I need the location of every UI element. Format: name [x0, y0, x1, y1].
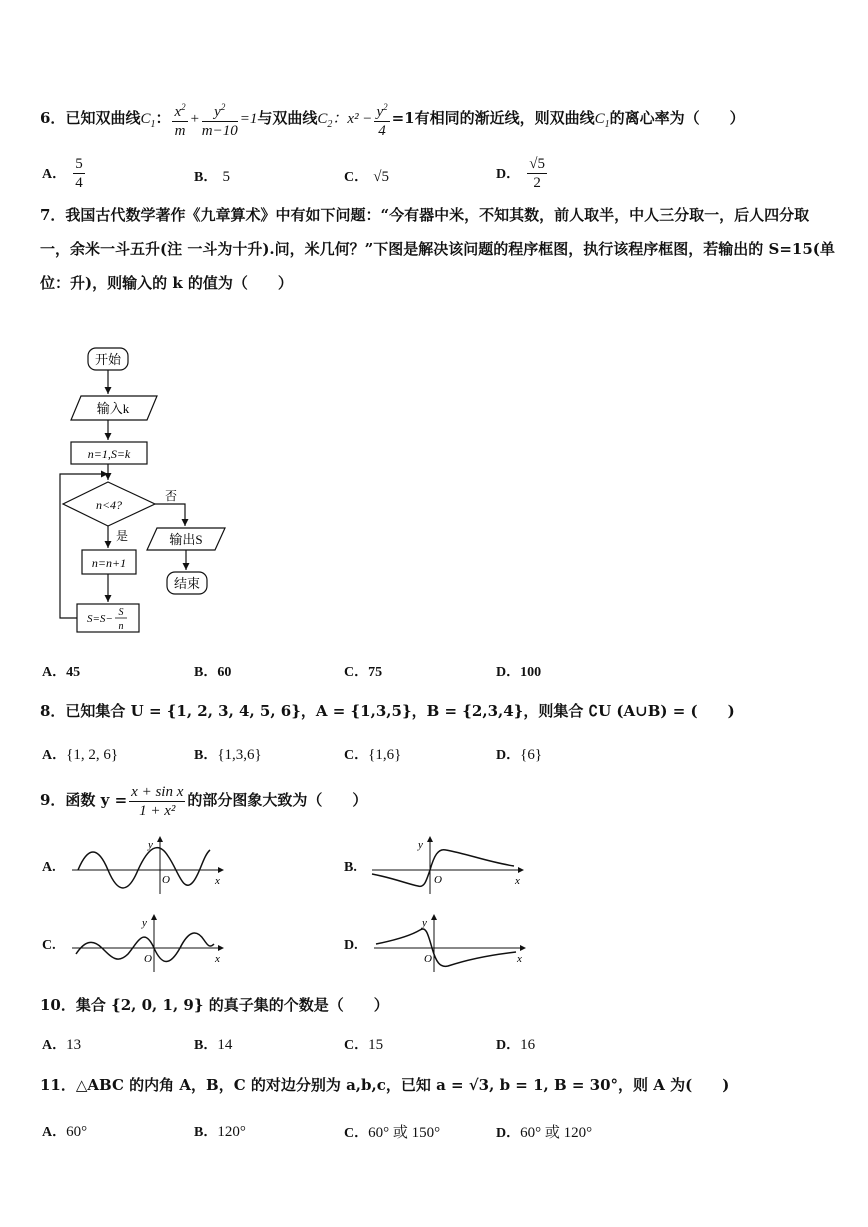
q7-option-a[interactable]: [42, 661, 80, 681]
q7-option-b-value: 60: [217, 665, 232, 680]
q9-option-a-letter: A.: [42, 860, 56, 875]
flow-no-label: 否: [165, 489, 178, 503]
q8-option-d-letter: D．: [496, 748, 521, 763]
flow-update-left: S=S−: [87, 613, 113, 625]
q6-c2-expr: ：x² −: [332, 111, 373, 127]
q7-option-b-letter: B．: [194, 665, 218, 680]
q6-frac-y4: $\frac{y^2}{4}$: [374, 98, 389, 140]
q9-graph-a-y: y: [148, 839, 153, 851]
q6-mid2: =1有相同的渐近线，则双曲线: [391, 109, 595, 127]
q6-option-b-letter: B．: [194, 170, 218, 185]
q8-option-d[interactable]: [496, 744, 542, 764]
q9-prefix: 9．函数 y =: [40, 791, 128, 809]
q9-graph-b-o: O: [434, 874, 442, 886]
q10-option-c-value: 15: [368, 1037, 384, 1053]
q6-option-c-letter: C．: [344, 170, 369, 185]
q6-frac-y4-num: y: [376, 104, 384, 120]
q11-option-b-value: 120°: [217, 1124, 246, 1140]
q9-graph-c: [68, 914, 228, 974]
q10-option-a-letter: A．: [42, 1038, 67, 1053]
q6-option-d-letter: D．: [496, 167, 521, 182]
q8-option-d-value: {6}: [520, 747, 543, 763]
q11-option-a[interactable]: [42, 1121, 87, 1141]
q8-option-a-letter: A．: [42, 748, 67, 763]
q9-option-b-letter: B.: [344, 860, 357, 875]
q6-number: 6．: [40, 109, 66, 127]
q6-stem: [40, 98, 745, 145]
q6-prefix: 已知双曲线: [65, 109, 141, 127]
q9-graph-d-x: x: [517, 953, 522, 965]
flow-decision-label: n<4?: [95, 498, 123, 512]
q8-option-c[interactable]: [344, 744, 401, 764]
q11-option-b-letter: B．: [194, 1125, 218, 1140]
q6-frac-y-den: m−10: [201, 123, 238, 139]
q8-option-b-value: {1,3,6}: [217, 747, 262, 763]
q11-option-d-value: 60° 或 120°: [520, 1125, 593, 1141]
q7-line1: 7．我国古代数学著作《九章算术》中有如下问题：“今有器中米，不知其数，前人取半，中人三分取一，后人四分取: [40, 206, 810, 224]
flow-start-label: 开始: [94, 352, 122, 367]
flow-input-label: 输入k: [96, 401, 130, 416]
q6-option-d[interactable]: [496, 155, 549, 192]
q10-option-b-letter: B．: [194, 1038, 218, 1053]
q6-frac-y: $\frac{y^2}{m-10}$: [202, 98, 238, 140]
q6-c1-sub: 1: [150, 119, 156, 130]
q9-frac-num: x + sin x: [131, 783, 184, 800]
flow-update-num: S: [118, 607, 124, 618]
q11-option-b[interactable]: [194, 1121, 246, 1141]
q9-graph-b-y: y: [418, 839, 423, 851]
q6-colon: ：: [155, 109, 171, 127]
q10-option-d[interactable]: [496, 1034, 535, 1054]
q6-option-b-value: 5: [222, 169, 230, 185]
q10-option-a[interactable]: [42, 1034, 81, 1054]
q9-graph-c-y: y: [142, 917, 147, 929]
q8-option-c-value: {1,6}: [368, 747, 402, 763]
q10-option-c-letter: C．: [344, 1038, 369, 1053]
q9-frac: [129, 783, 185, 820]
q6-mid: 与双曲线: [257, 109, 318, 127]
q8-option-c-letter: C．: [344, 748, 369, 763]
q9-graph-a-o: O: [162, 874, 170, 886]
flow-update-den: n: [118, 621, 124, 632]
q8-option-b-letter: B．: [194, 748, 218, 763]
q9-graph-b-x: x: [515, 875, 520, 887]
q7-option-c[interactable]: [344, 661, 382, 681]
q9-suffix: 的部分图象大致为（ ）: [187, 791, 368, 809]
q8-option-a[interactable]: [42, 744, 118, 764]
q10-option-b-value: 14: [217, 1037, 233, 1053]
q10-option-d-letter: D．: [496, 1038, 521, 1053]
q7-option-d[interactable]: [496, 661, 541, 681]
q6-option-d-frac: [527, 155, 547, 192]
q6-end: 的离心率为（ ）: [609, 109, 745, 127]
q7-line3: 位：升)，则输入的 k 的值为（ ）: [40, 274, 293, 292]
q7-line2: 一，余米一斗五升(注 一斗为十升).问，米几何？”下图是解决该问题的程序框图，执行该程序框图，若输出的 S=15(单: [40, 240, 835, 258]
q6-c1-sub-again: 1: [604, 119, 610, 130]
q11-option-c-letter: C．: [344, 1126, 369, 1141]
flow-inc-label: n=n+1: [91, 556, 127, 570]
flow-init-label: n=1,S=k: [87, 447, 131, 461]
q6-option-a-den: 4: [75, 175, 83, 191]
q10-option-d-value: 16: [520, 1037, 536, 1053]
q11-option-d[interactable]: [496, 1121, 592, 1142]
q7-option-d-letter: D．: [496, 665, 521, 680]
q9-graph-c-x: x: [215, 953, 220, 965]
q6-option-c[interactable]: [344, 166, 389, 186]
q11-stem: 11．△ABC 的内角 A，B，C 的对边分别为 a,b,c，已知 a = √3, b = 1, B = 30°，则 A 为( ): [40, 1076, 730, 1094]
q10-option-a-value: 13: [66, 1037, 82, 1053]
q6-option-d-den: 2: [533, 175, 541, 191]
q9-stem: [40, 780, 367, 820]
q9-option-d-letter: D.: [344, 938, 358, 953]
q6-option-c-value: √5: [373, 169, 389, 185]
q11-option-a-letter: A．: [42, 1125, 67, 1140]
q6-frac-x-den: m: [174, 123, 186, 139]
q6-option-a[interactable]: [42, 155, 87, 192]
q6-frac-x: $\frac{x^2}{m}$: [172, 98, 187, 140]
q7-flowchart: [55, 340, 245, 640]
q11-option-a-value: 60°: [66, 1124, 88, 1140]
q9-option-c-letter: C.: [42, 938, 56, 953]
q6-frac-y4-den: 4: [378, 123, 386, 139]
q6-option-a-num: 5: [75, 156, 83, 172]
flow-yes-label: 是: [116, 529, 129, 543]
q9-graph-a-x: x: [215, 875, 220, 887]
q6-option-b[interactable]: [194, 166, 230, 186]
q8-option-b[interactable]: [194, 744, 262, 764]
q6-c1: C: [140, 111, 151, 127]
flow-end-label: 结束: [173, 576, 201, 591]
q7-option-c-value: 75: [368, 665, 383, 680]
q10-stem: 10．集合 {2, 0, 1, 9} 的真子集的个数是（ ）: [40, 996, 389, 1014]
q7-option-b[interactable]: [194, 661, 231, 681]
q11-option-c-value: 60° 或 150°: [368, 1125, 441, 1141]
q7-option-d-value: 100: [520, 665, 542, 680]
q9-graph-d: [370, 914, 530, 974]
q8-stem: 8．已知集合 U = {1, 2, 3, 4, 5, 6}，A = {1,3,5}，B = {2,3,4}，则集合 ∁U (A∪B) = ( ): [40, 702, 735, 720]
q11-option-d-letter: D．: [496, 1126, 521, 1141]
q9-frac-den: 1 + x²: [139, 802, 176, 819]
q6-plus: +: [189, 111, 200, 127]
q6-c2: C: [317, 111, 328, 127]
q6-c2-sub: 2: [327, 119, 333, 130]
q11-option-c[interactable]: [344, 1121, 440, 1142]
q6-option-a-letter: A．: [42, 167, 67, 182]
q6-option-a-frac: [73, 155, 85, 192]
q10-option-b[interactable]: [194, 1034, 232, 1054]
q8-option-a-value: {1, 2, 6}: [66, 747, 119, 763]
q6-frac-x-num: x: [174, 104, 182, 120]
q9-graph-d-y: y: [422, 917, 427, 929]
q7-option-c-letter: C．: [344, 665, 369, 680]
q7-option-a-letter: A．: [42, 665, 67, 680]
q6-eq1: =1: [239, 111, 258, 127]
q9-graph-d-o: O: [424, 953, 432, 965]
q9-graph-c-o: O: [144, 953, 152, 965]
flow-output-label: 输出S: [169, 532, 203, 547]
q10-option-c[interactable]: [344, 1034, 383, 1054]
q9-graph-b: [368, 836, 528, 896]
q6-option-d-num: √5: [529, 156, 545, 172]
q9-graph-a: [68, 836, 228, 896]
q6-c1-again: C: [594, 111, 605, 127]
q7-option-a-value: 45: [66, 665, 81, 680]
q6-frac-y-num: y: [214, 104, 221, 120]
